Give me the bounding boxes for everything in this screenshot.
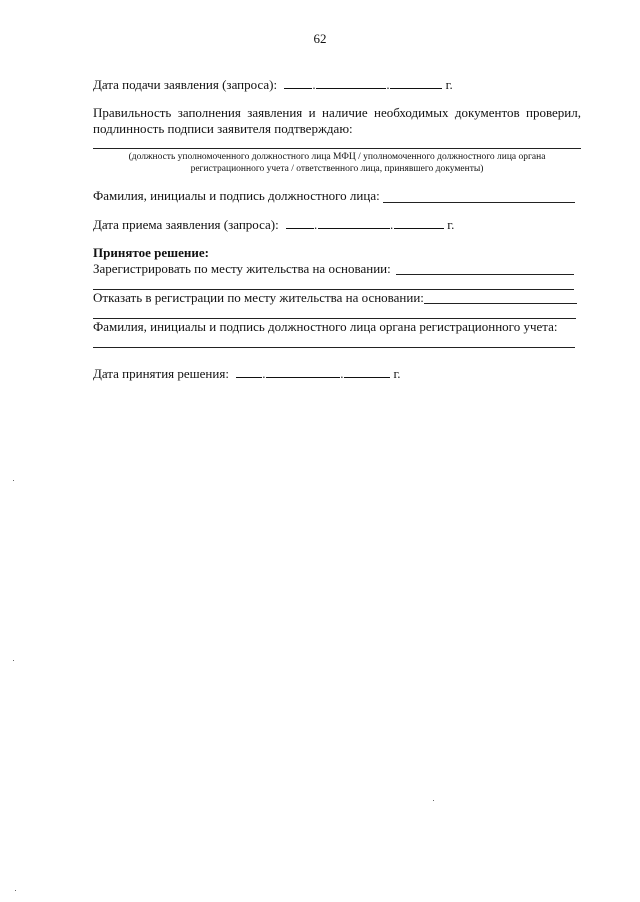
date-received-label: Дата приема заявления (запроса): [93,217,279,232]
date-decided-month-field[interactable] [266,365,340,378]
official-name-label: Фамилия, инициалы и подпись должностного лица: [93,188,380,203]
scan-speck [433,800,434,801]
scan-speck [13,660,14,661]
date-submitted-suffix: г. [445,77,453,92]
decision-heading: Принятое решение: [93,245,209,260]
date-submitted-label: Дата подачи заявления (запроса): [93,77,278,92]
scan-speck [13,480,14,481]
date-decided-suffix: г. [393,366,401,381]
official-position-field[interactable] [93,148,581,149]
date-received-year-field[interactable] [394,216,444,229]
registration-official-row [93,319,557,335]
registration-official-label: Фамилия, инициалы и подпись должностного лица органа регистрационного учета: [93,319,558,334]
registration-official-field[interactable] [93,347,575,348]
date-submitted-month-field[interactable] [316,76,386,89]
official-name-row [93,188,380,204]
date-received-day-field[interactable] [286,216,314,229]
date-decided-row: Дата принятия решения: . . г. [93,366,401,381]
refuse-row [93,290,424,306]
official-position-caption: (должность уполномоченного должностного лица МФЦ / уполномоченного должностного лица органа регистрационного учета / ответственного лица, принявшего документы) [128,152,546,174]
date-decided-label: Дата принятия решения: [93,366,229,381]
refuse-label: Отказать в регистрации по месту жительства на основании: [93,290,424,305]
date-submitted-row: Дата подачи заявления (запроса): . . г. [93,77,453,92]
date-received-row: Дата приема заявления (запроса): . . г. [93,217,455,232]
date-decided-day-field[interactable] [236,365,262,378]
date-submitted-day-field[interactable] [284,76,312,89]
date-received-suffix: г. [447,217,455,232]
register-basis-field[interactable] [396,274,574,275]
official-name-field[interactable] [383,202,575,203]
verification-text: Правильность заполнения заявления и наличие необходимых документов проверил, подлинность подписи заявителя подтверждаю: [93,105,581,136]
date-received-month-field[interactable] [318,216,390,229]
date-decided-year-field[interactable] [344,365,390,378]
refuse-basis-field[interactable] [424,303,577,304]
page-number: 62 [313,31,327,46]
register-label: Зарегистрировать по месту жительства на основании: [93,261,391,276]
scan-speck [15,890,16,891]
register-row [93,261,391,277]
date-submitted-year-field[interactable] [390,76,442,89]
